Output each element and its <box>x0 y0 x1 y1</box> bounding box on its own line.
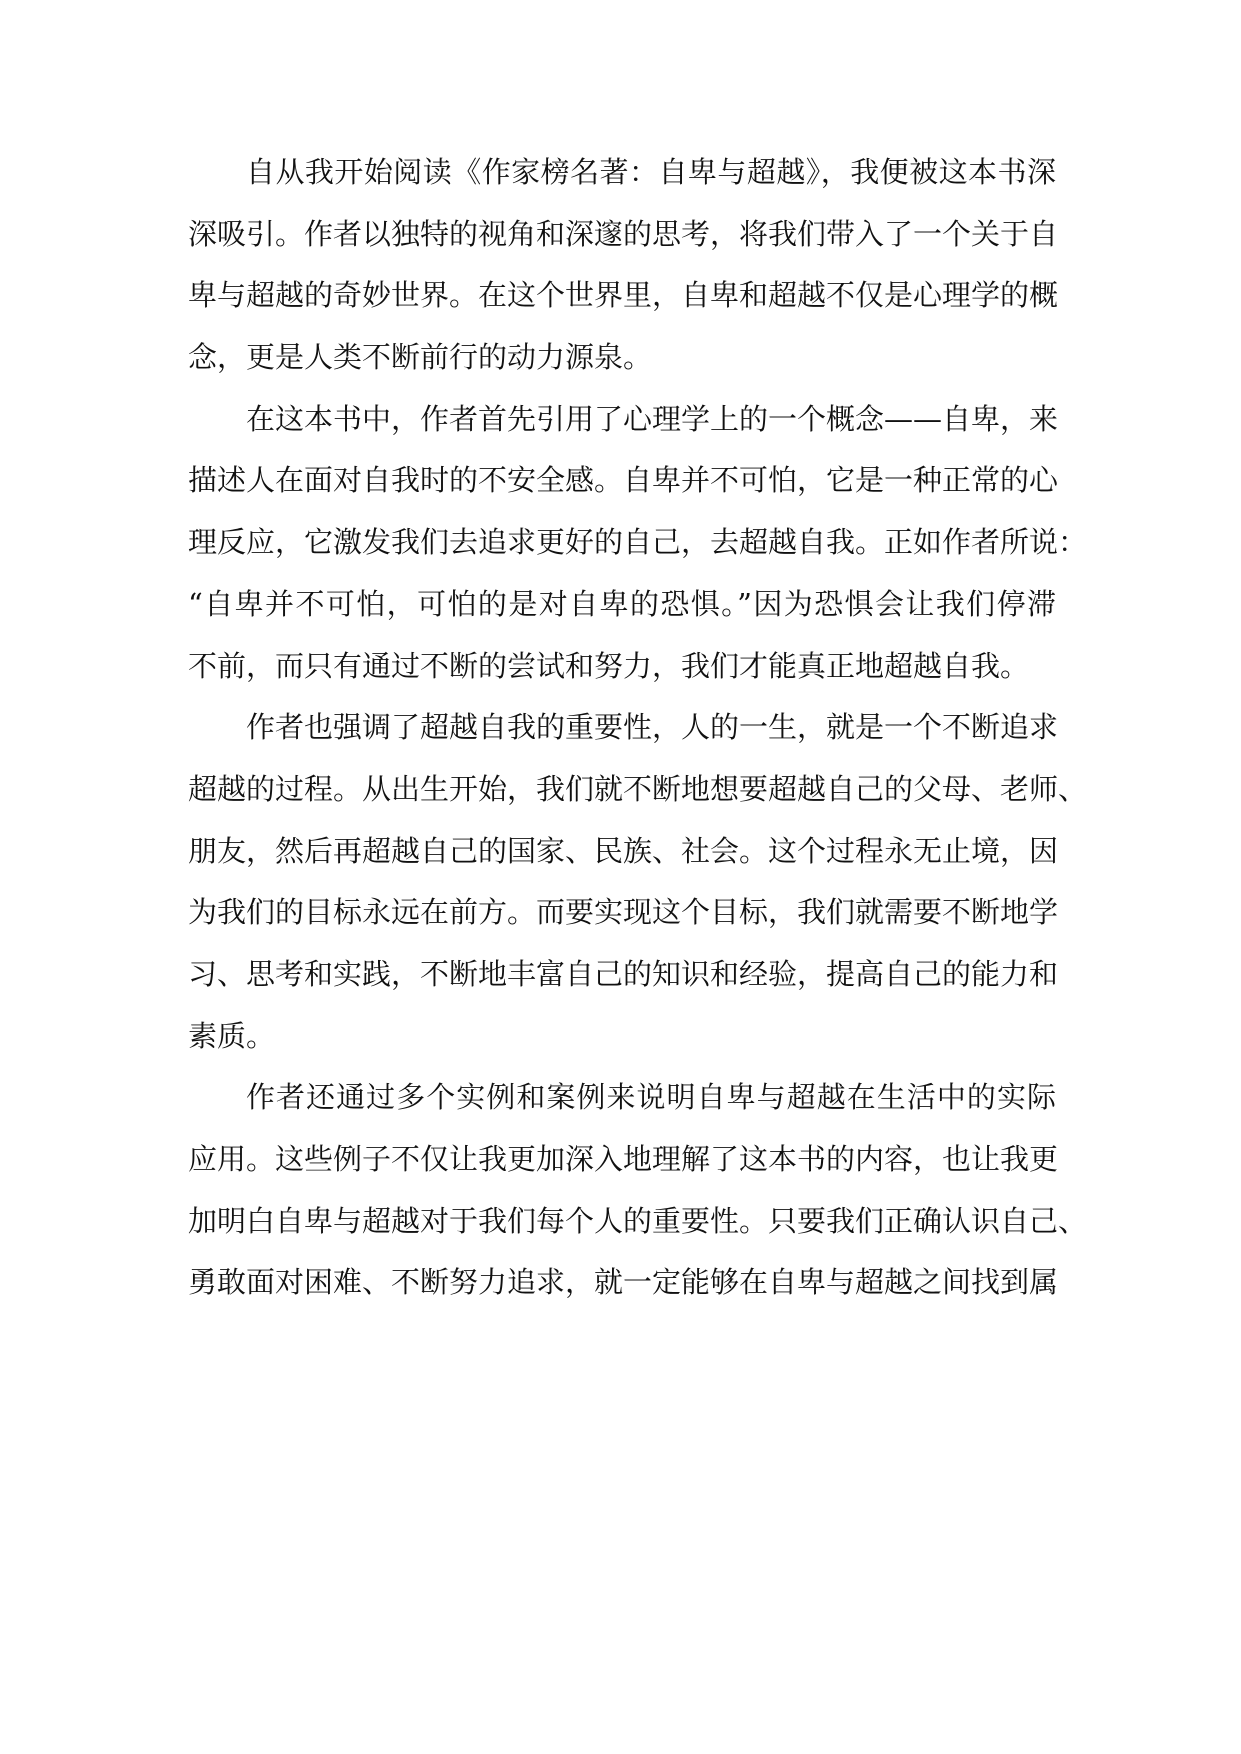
text-line: 卑与超越的奇妙世界。在这个世界里，自卑和超越不仅是心理学的概 <box>188 278 1059 313</box>
text-line: 作者也强调了超越自我的重要性，人的一生，就是一个不断追求 <box>246 710 1059 745</box>
text-line: 描述人在面对自我时的不安全感。自卑并不可怕，它是一种正常的心 <box>188 463 1059 498</box>
text-line: 在这本书中，作者首先引用了心理学上的一个概念——自卑，来 <box>246 401 1059 436</box>
text-line: “自卑并不可怕，可怕的是对自卑的恐惧。”因为恐惧会让我们停滞 <box>188 586 1056 621</box>
text-line: 勇敢面对困难、不断努力追求，就一定能够在自卑与超越之间找到属 <box>188 1265 1059 1300</box>
text-line: 深吸引。作者以独特的视角和深邃的思考，将我们带入了一个关于自 <box>188 216 1059 251</box>
text-line: 加明白自卑与超越对于我们每个人的重要性。只要我们正确认识自己、 <box>188 1203 1088 1238</box>
paragraph-2 <box>188 389 1088 697</box>
text-line: 为我们的目标永远在前方。而要实现这个目标，我们就需要不断地学 <box>188 895 1059 930</box>
text-line: 不前，而只有通过不断的尝试和努力，我们才能真正地超越自我。 <box>188 648 1030 683</box>
paragraph-3 <box>188 697 1088 1067</box>
document-body <box>188 142 1088 1314</box>
text-line: 理反应，它激发我们去追求更好的自己，去超越自我。正如作者所说： <box>188 525 1088 560</box>
text-line: 超越的过程。从出生开始，我们就不断地想要超越自己的父母、老师、 <box>188 771 1088 806</box>
text-line: 自从我开始阅读《作家榜名著：自卑与超越》，我便被这本书深 <box>246 155 1056 189</box>
paragraph-4 <box>188 1067 1088 1314</box>
paragraph-1 <box>188 142 1059 389</box>
text-line: 作者还通过多个实例和案例来说明自卑与超越在生活中的实际 <box>246 1080 1056 1115</box>
text-line: 念，更是人类不断前行的动力源泉。 <box>188 340 653 375</box>
text-line: 习、思考和实践，不断地丰富自己的知识和经验，提高自己的能力和 <box>188 956 1059 991</box>
text-line: 素质。 <box>188 1018 276 1053</box>
text-line: 朋友，然后再超越自己的国家、民族、社会。这个过程永无止境，因 <box>188 833 1059 868</box>
text-line: 应用。这些例子不仅让我更加深入地理解了这本书的内容，也让我更 <box>188 1142 1059 1176</box>
